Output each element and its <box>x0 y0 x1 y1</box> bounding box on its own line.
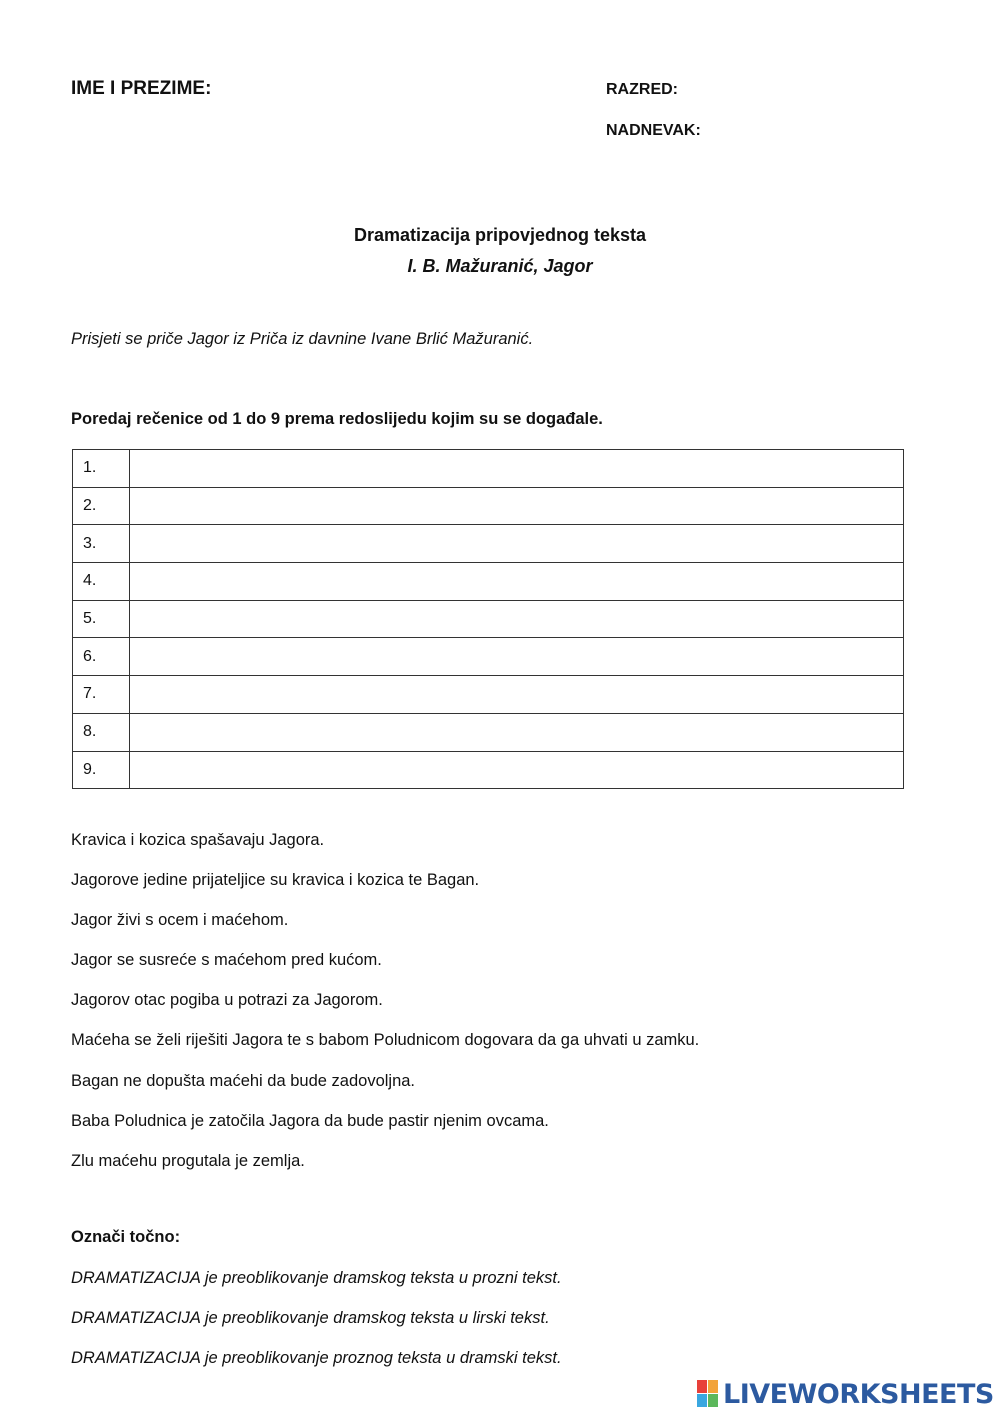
header-name-label: IME I PREZIME: <box>71 78 212 99</box>
table-row <box>73 563 904 601</box>
sentence-item: Bagan ne dopušta maćehi da bude zadovoljna. <box>71 1071 416 1090</box>
row-number: 6. <box>73 638 130 676</box>
answer-cell[interactable] <box>130 638 904 676</box>
answer-cell[interactable] <box>130 525 904 563</box>
row-number: 7. <box>73 676 130 714</box>
option-list <box>71 1266 562 1386</box>
task2-instruction: Označi točno: <box>71 1228 181 1246</box>
sentence-item: Maćeha se želi riješiti Jagora te s babom Poludnicom dogovara da ga uhvati u zamku. <box>71 1031 700 1050</box>
task1-instruction: Poredaj rečenice od 1 do 9 prema redoslijedu kojim su se događale. <box>71 410 603 428</box>
row-number: 3. <box>73 525 130 563</box>
logo-square <box>708 1380 718 1393</box>
page-subtitle: I. B. Mažuranić, Jagor <box>407 256 593 276</box>
table-row <box>73 751 904 789</box>
table-row <box>73 676 904 714</box>
logo-square <box>697 1380 707 1393</box>
answer-cell[interactable] <box>130 751 904 789</box>
row-number: 1. <box>73 450 130 488</box>
table-row <box>73 638 904 676</box>
intro-text: Prisjeti se priče Jagor iz Priča iz davnine Ivane Brlić Mažuranić. <box>71 330 534 348</box>
row-number: 5. <box>73 600 130 638</box>
row-number: 2. <box>73 487 130 525</box>
sentence-item: Zlu maćehu progutala je zemlja. <box>71 1151 305 1170</box>
table-row <box>73 525 904 563</box>
table-row <box>73 450 904 488</box>
sentence-item: Jagor živi s ocem i maćehom. <box>71 911 289 930</box>
row-number: 9. <box>73 751 130 789</box>
header-class-label: RAZRED: <box>606 81 678 98</box>
option-item[interactable]: DRAMATIZACIJA je preoblikovanje proznog teksta u dramski tekst. <box>71 1349 562 1367</box>
row-number: 4. <box>73 563 130 601</box>
table-row <box>73 600 904 638</box>
answer-cell[interactable] <box>130 487 904 525</box>
page-title: Dramatizacija pripovjednog teksta <box>353 225 647 245</box>
answer-cell[interactable] <box>130 676 904 714</box>
option-item[interactable]: DRAMATIZACIJA je preoblikovanje dramskog teksta u prozni tekst. <box>71 1269 562 1287</box>
logo-text: LIVEWORKSHEETS <box>723 1378 994 1410</box>
sentence-item: Jagor se susreće s maćehom pred kućom. <box>71 951 382 970</box>
sentence-item: Kravica i kozica spašavaju Jagora. <box>71 831 325 849</box>
row-number: 8. <box>73 713 130 751</box>
option-item[interactable]: DRAMATIZACIJA je preoblikovanje dramskog teksta u lirski tekst. <box>71 1309 550 1327</box>
answer-cell[interactable] <box>130 563 904 601</box>
answer-cell[interactable] <box>130 713 904 751</box>
sentence-list <box>71 826 699 1187</box>
ordering-table <box>72 449 904 789</box>
answer-cell[interactable] <box>130 600 904 638</box>
header-date-label: NADNEVAK: <box>606 122 701 139</box>
sentence-item: Baba Poludnica je zatočila Jagora da bude pastir njenim ovcama. <box>71 1111 549 1130</box>
sentence-item: Jagorove jedine prijateljice su kravica i kozica te Bagan. <box>71 871 480 890</box>
liveworksheets-logo <box>697 1378 994 1410</box>
table-row <box>73 713 904 751</box>
sentence-item: Jagorov otac pogiba u potrazi za Jagorom. <box>71 991 383 1010</box>
answer-cell[interactable] <box>130 450 904 488</box>
logo-square <box>708 1394 718 1407</box>
logo-square <box>697 1394 707 1407</box>
table-row <box>73 487 904 525</box>
logo-mark-icon <box>697 1380 719 1408</box>
